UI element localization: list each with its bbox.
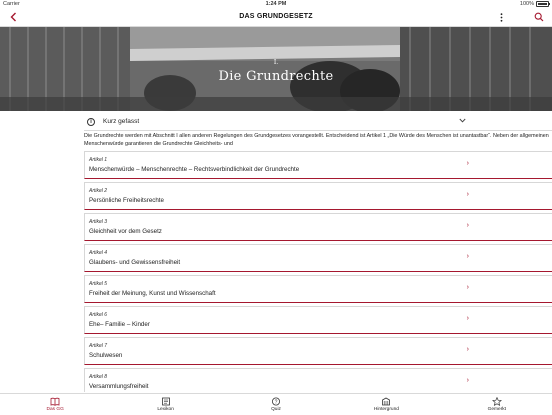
article-number: Artikel 4 [89, 250, 108, 256]
tab-hintergrund[interactable] [331, 394, 441, 415]
chevron-right-icon: › [466, 284, 469, 291]
article-number: Artikel 5 [89, 281, 108, 287]
star-icon [492, 396, 502, 406]
carrier-label: Carrier [3, 1, 20, 7]
chevron-right-icon: › [466, 160, 469, 167]
article-item[interactable] [84, 337, 552, 365]
battery-percent: 100% [519, 1, 534, 7]
article-item[interactable] [84, 306, 552, 334]
article-item[interactable] [84, 275, 552, 303]
tab-quiz[interactable] [221, 394, 331, 415]
article-title: Freiheit der Meinung, Kunst und Wissenschaft [89, 290, 216, 297]
info-icon: i [87, 118, 95, 126]
section-number: I. [273, 59, 279, 66]
section-heading: Die Grundrechte [218, 69, 334, 84]
tab-label: Quiz [271, 407, 281, 412]
summary-label: Kurz gefasst [103, 118, 140, 125]
tab-bar [0, 393, 552, 415]
article-list [84, 151, 552, 392]
search-button[interactable] [532, 10, 546, 24]
tab-label: Das GG [46, 407, 64, 412]
chevron-right-icon: › [466, 377, 469, 384]
article-number: Artikel 7 [89, 343, 108, 349]
tab-label: Gemerkt [487, 407, 507, 412]
article-number: Artikel 2 [89, 188, 108, 194]
more-button[interactable] [494, 10, 508, 24]
page-title: DAS GRUNDGESETZ [239, 13, 313, 20]
status-time: 1:24 PM [265, 1, 287, 7]
article-title: Ehe– Familie – Kinder [89, 321, 150, 328]
hero-banner [0, 27, 552, 111]
chevron-right-icon: › [466, 346, 469, 353]
article-number: Artikel 1 [89, 157, 108, 163]
article-title: Schulwesen [89, 352, 123, 359]
dictionary-icon [161, 396, 171, 406]
article-title: Gleichheit vor dem Gesetz [89, 228, 162, 235]
divider [84, 130, 552, 131]
quiz-icon [271, 396, 281, 406]
article-item[interactable] [84, 151, 552, 179]
background-icon [381, 396, 391, 406]
battery-indicator [520, 0, 549, 8]
article-item[interactable] [84, 182, 552, 210]
search-icon [534, 12, 544, 22]
article-number: Artikel 3 [89, 219, 108, 225]
battery-icon [536, 1, 549, 7]
tab-label: Lexikon [157, 407, 174, 412]
summary-text: Die Grundrechte werden mit Abschnitt I allen anderen Regelungen des Grundgesetzes vorangestellt. Entscheidend ist Artikel 1 „Die Würde des Menschen ist unantastbar“. Neben der allgemeinen Menschenwürde garantieren die Grundrechte Gleichheits- und [84, 133, 549, 147]
summary-toggle[interactable] [84, 115, 468, 128]
tab-label: Hintergrund [373, 407, 399, 412]
article-item[interactable] [84, 213, 552, 241]
chevron-right-icon: › [466, 253, 469, 260]
tab-das-gg[interactable] [0, 394, 110, 415]
article-title: Glaubens- und Gewissensfreiheit [89, 259, 181, 266]
article-title: Menschenwürde – Menschenrechte – Rechtsverbindlichkeit der Grundrechte [89, 166, 300, 173]
svg-text:?: ? [274, 398, 278, 405]
more-vertical-icon [500, 13, 503, 22]
article-item[interactable] [84, 368, 552, 392]
article-number: Artikel 6 [89, 312, 108, 318]
chevron-right-icon: › [466, 315, 469, 322]
book-icon [50, 396, 60, 406]
tab-lexikon[interactable] [110, 394, 220, 415]
tab-gemerkt[interactable] [442, 394, 552, 415]
article-title: Persönliche Freiheitsrechte [89, 197, 164, 204]
article-number: Artikel 8 [89, 374, 108, 380]
chevron-down-icon [459, 118, 466, 125]
article-item[interactable] [84, 244, 552, 272]
status-bar [0, 0, 552, 8]
chevron-right-icon: › [466, 222, 469, 229]
navigation-bar [0, 8, 552, 27]
chevron-right-icon: › [466, 191, 469, 198]
article-title: Versammlungsfreiheit [89, 383, 149, 390]
